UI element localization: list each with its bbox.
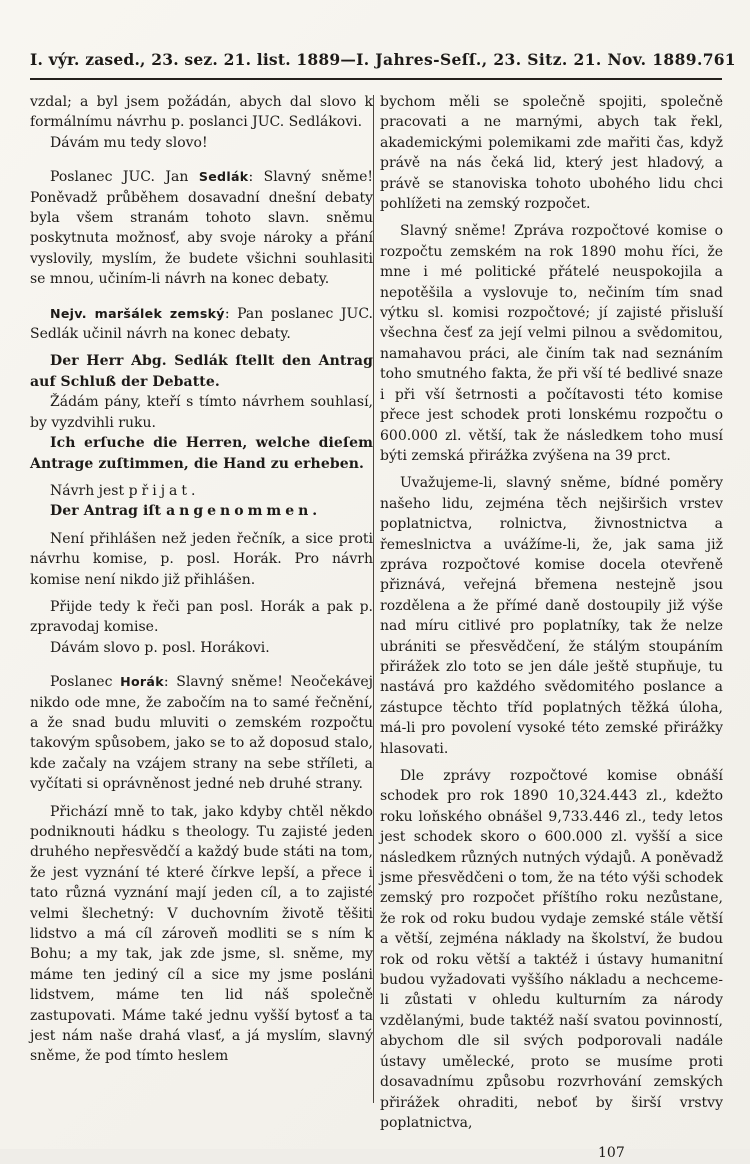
paragraph [30, 501, 373, 521]
text-segment: Není přihlášen než jeden řečník, a sice proti návrhu komise, p. posl. Horák. Pro návrh komise není nikdo již přihlášen. [30, 530, 373, 588]
text-segment: přijat [128, 482, 192, 499]
column-divider [373, 95, 374, 1103]
paragraph [380, 473, 723, 759]
header-session-german: I. Jahres-Seſſ., 23. Sitz. 21. Nov. 1889. [356, 50, 703, 69]
text-segment: Der Antrag iſt [50, 503, 167, 520]
paragraph [30, 392, 373, 433]
text-segment: Uvažujeme-li, slavný sněme, bídné poměry našeho lidu, zejména těch nejširšich vrstev poplatnictva, rolnictva, živnostnictva a řemeslnictva a uvážíme-li, že, jak sama již zpráva rozpočtové komise docela otevřeně přiznává, veřejná břemena nestejně jsou rozdělena a že přímé daně dostoupily již výše nad míru citlivé pro poplatníky, tak že nelze ubrániti se přesvědčení, že stálým stoupáním přirážek zlo toto se jen dále ještě stupňuje, tu nastává pro každého svědomitého poslance a zástupce těchto tříd poplatných těžká úloha, má-li pro povolení vysoké této zemské přirážky hlasovati. [380, 475, 723, 757]
text-segment: Přijde tedy k řeči pan posl. Horák a pak p. zpravodaj komise. [30, 598, 373, 636]
text-segment: Der Herr Abg. Sedlák ſtellt den Antrag auf Schluß der Debatte. [30, 353, 373, 390]
sheet-number: 107 [598, 1145, 625, 1162]
text-segment: Žádám pány, kteří s tímto návrhem souhlasí, by vyzdvihli ruku. [30, 394, 373, 431]
paragraph [30, 597, 373, 638]
text-segment: : Pan poslanec JUC. Sedlák učinil návrh na konec debaty. [30, 305, 373, 343]
text-segment: Návrh jest [50, 482, 129, 499]
text-segment: angenommen [166, 503, 313, 520]
paragraph [30, 529, 373, 590]
text-segment: . [312, 503, 318, 520]
paragraph [30, 638, 373, 658]
paragraph [380, 221, 723, 466]
paragraph [30, 433, 373, 474]
text-segment: Dávám mu tedy slovo! [50, 134, 208, 151]
speaker-name: Horák [120, 674, 164, 690]
paragraph [30, 304, 373, 345]
paragraph [30, 481, 373, 501]
text-segment: Přichází mně to tak, jako kdyby chtěl někdo podniknouti hádku s theology. Tu zajisté jeden druhého nepřesvědčí a každý bude státi na tom, že jest vyznání té které čírkve lepší, a přece i tato různá vyznání mají jeden cíl, a to zajisté velmi šlechetný: V duchovním životě těšiti lidstvo a má cíl zároveň modliti se s ním k Bohu; a my tak, jak zde jsme, sl. sněme, my máme ten jediný cíl a sice my jsme posláni lidstvem, máme ten lid náš společně zastupovati. Máme také jednu vyšší bytosť a ta jest nám naše drahá vlasť, a já myslím, slavný sněme, že pod tímto heslem [30, 803, 373, 1065]
right-column [380, 92, 723, 1162]
text-segment: Slavný sněme! Zpráva rozpočtové komise o rozpočtu zemském na rok 1890 mohu říci, že mne i mé politické přátelé neuspokojila a nepotěšila a vyslovuje to, nečiním tím snad výtku sl. komisi rozpočtové; jí zajisté přisluší všechna česť za její velmi pilnou a svědomitou, namahavou práci, ale činím tak nad seznáním toho smutného fakta, že při vší té bedlivé snaze i při vší šetrnosti a počítavosti této komise přece jest schodek proti lonskému rozpočtu o 600.000 zl. větší, tak že následkem toho musí býti zemská přirážka zvýšena na 39 prct. [380, 223, 723, 464]
text-segment: Poslanec JUC. Jan [50, 169, 199, 186]
paragraph [30, 351, 373, 392]
paragraph [380, 92, 723, 214]
text-segment: : Slavný sněme! Neočekávej nikdo ode mne, že zabočím na to samé řečnění, a že snad budu mluviti o zemském rozpočtu takovým spůsobem, jako se to až doposud stalo, kde začaly na vzájem strany na sebe stříleti, a vyčítati si oprávněnost jedné neb druhé strany. [30, 674, 373, 793]
paragraph [30, 672, 373, 794]
text-segment: Poslanec [50, 674, 121, 691]
text-segment: . [191, 482, 196, 499]
text-segment: Dávám slovo p. posl. Horákovi. [50, 639, 270, 656]
speaker-name: Sedlák [198, 169, 249, 185]
text-segment: bychom měli se společně spojiti, společně pracovati a ne marnými, abych tak řekl, akademickými polemikami zde mařiti čas, když právě na nás čeká lid, který jest hladový, a právě se stanoviska tohoto ubohého lidu chci pohlížeti na zemský rozpočet. [380, 94, 723, 213]
header-session-czech: I. výr. zased., 23. sez. 21. list. 1889 [30, 50, 341, 69]
paragraph [30, 802, 373, 1067]
left-column [30, 92, 373, 1067]
paragraph [380, 766, 723, 1133]
header-dash: — [340, 50, 357, 69]
page-header [30, 50, 736, 80]
speaker-name: Nejv. maršálek zemský [50, 305, 225, 321]
text-segment: vzdal; a byl jsem požádán, abych dal slovo k formálnímu návrhu p. poslanci JUC. Sedlákovi. [30, 94, 373, 131]
header-page-number: 761 [702, 50, 736, 69]
text-segment: : Slavný sněme! Poněvadž průběhem dosavadní dnešní debaty byla všem stranám tohoto slavn. sněmu poskytnuta možnosť, aby svoje nároky a přání vyslovily, myslím, že budete všichni souhlasiti se mnou, učiním-li návrh na konec debaty. [30, 169, 373, 288]
paragraph [30, 167, 373, 289]
paragraph [30, 133, 373, 153]
text-segment: Ich erſuche die Herren, welche dieſem Antrage zuſtimmen, die Hand zu erheben. [30, 435, 373, 472]
text-segment: Dle zprávy rozpočtové komise obnáší schodek pro rok 1890 10,324.443 zl., kdežto roku loňského obnášel 9,733.446 zl., tedy letos jest schodek skoro o 600.000 zl. vyšší a sice následkem různých nutných výdajů. A poněvadž jsme přesvědčeni o tom, že na této výši schodek zemský pro rozpočet příštího roku nezůstane, že rok od roku budou vydaje zemské stále větší a větší, zejména náklady na školství, že budou rok od roku větší a taktéž i ústavy humanitní budou vyžadovati vyššího nákladu a nechceme-li zůstati v ohledu kulturním za národy vzdělanými, bude taktéž naší svatou povinností, abychom dle sil svých podporovali nadále ústavy umělecké, proto se musíme proti dosavadnímu způsobu rozvrhování zemských přirážek ohraditi, neboť by širší vrstvy poplatnictva, [380, 768, 723, 1131]
paragraph [30, 92, 373, 133]
